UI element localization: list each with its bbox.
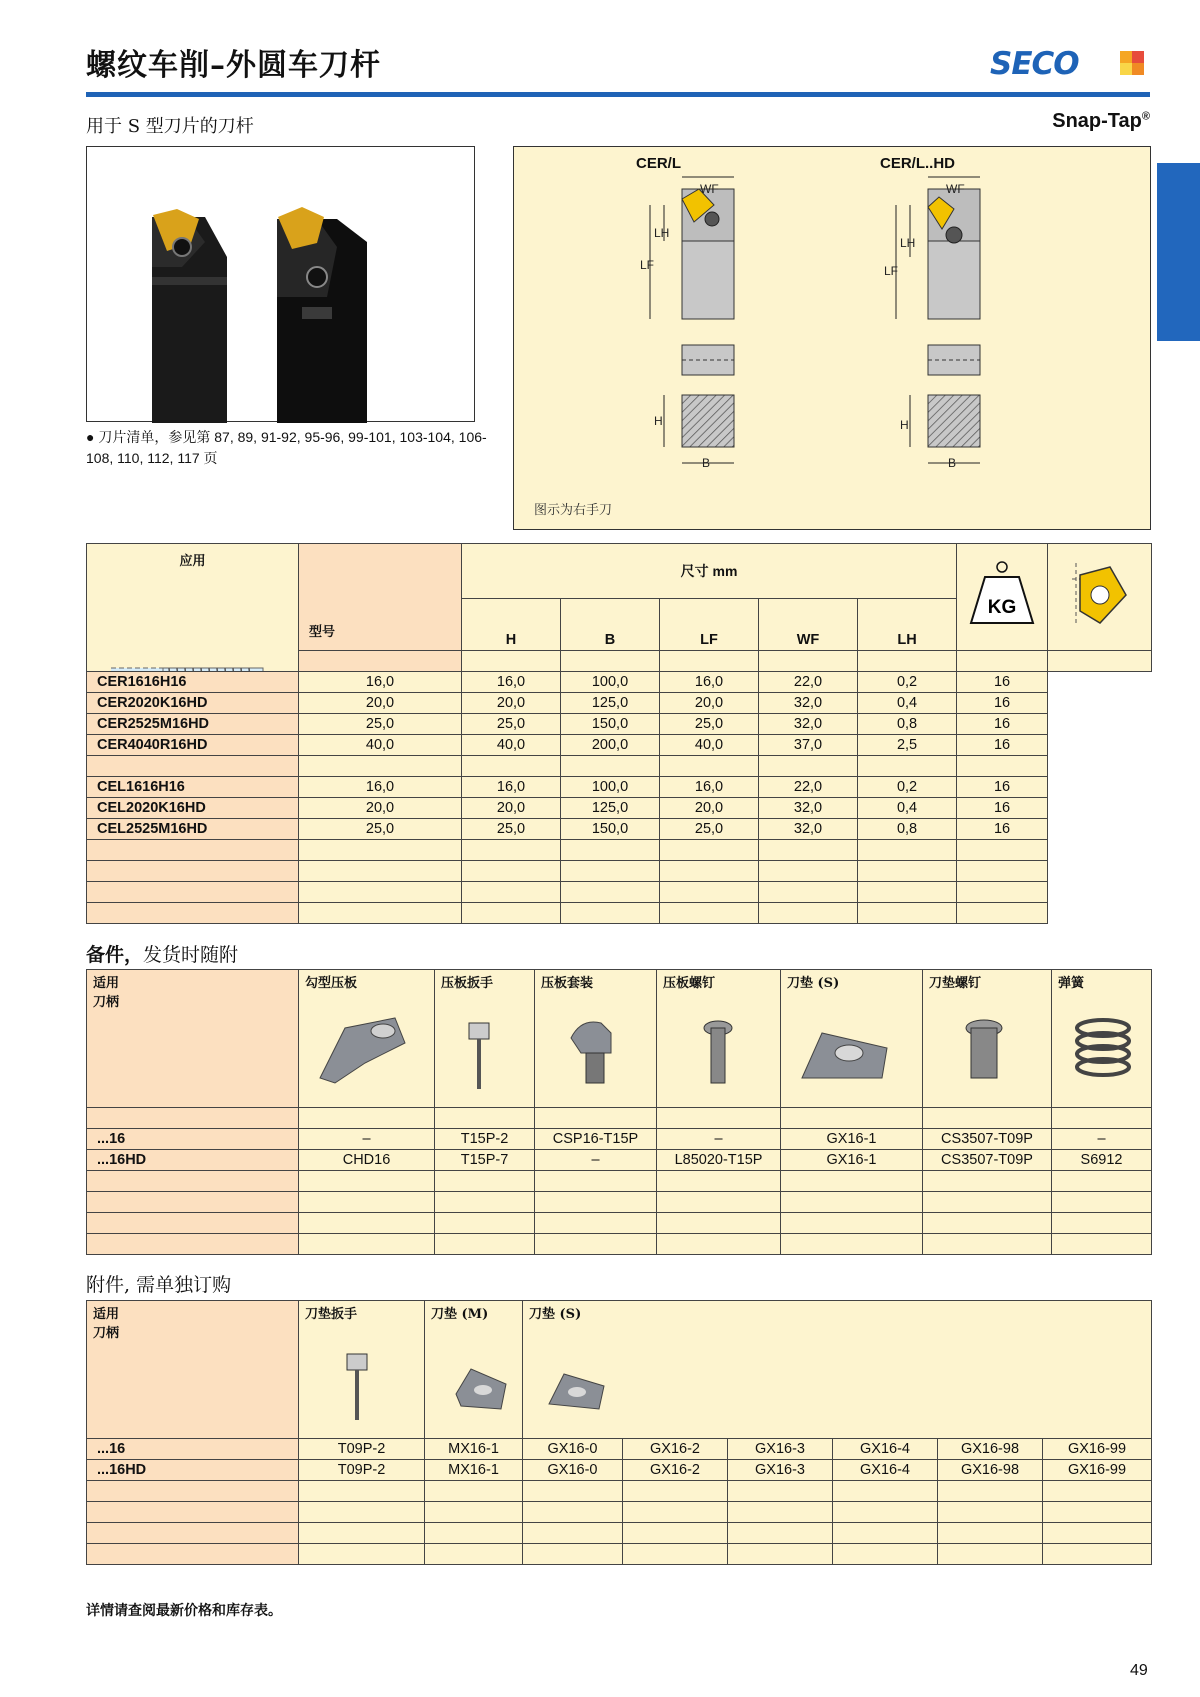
wf-label-left: WF [700, 182, 719, 196]
spares-col-clamp [299, 970, 435, 1108]
h-label-right: H [900, 418, 909, 432]
col-h: H [462, 599, 561, 651]
table-cell: GX16-3 [728, 1439, 833, 1460]
registered-mark: ® [1141, 110, 1150, 123]
shim-key-label: 刀垫扳手 [305, 1307, 358, 1322]
model-header: 型号 [299, 544, 462, 651]
col-wf: WF [759, 599, 858, 651]
bullet: ● [86, 429, 99, 445]
table-cell: 40,0 [660, 735, 759, 756]
table-row [87, 693, 1152, 714]
table-cell: 32,0 [759, 798, 858, 819]
col-lh: LH [858, 599, 957, 651]
table-cell: T15P-2 [435, 1129, 535, 1150]
h-label-left: H [654, 414, 663, 428]
wf-label-right: WF [946, 182, 965, 196]
table-cell: CHD16 [299, 1150, 435, 1171]
clamp-set-label: 压板套装 [541, 976, 594, 991]
table-cell: 16 [957, 777, 1048, 798]
shim-m-icon [431, 1324, 521, 1424]
table-cell: – [535, 1150, 657, 1171]
spares-col-clamp-screw [657, 970, 781, 1108]
table-cell: 100,0 [561, 672, 660, 693]
table-cell: S6912 [1052, 1150, 1152, 1171]
table-cell: T09P-2 [299, 1460, 425, 1481]
shim-label: 刀垫 (S) [787, 976, 840, 991]
b-label-left: B [702, 456, 711, 470]
table-cell: 20,0 [299, 693, 462, 714]
holder-drawings-icon [514, 147, 1152, 531]
row-code: CER2525M16HD [87, 714, 299, 735]
shim-s-label: 刀垫 (S) [529, 1307, 582, 1322]
table-cell: CSP16-T15P [535, 1129, 657, 1150]
table-cell: 16 [957, 672, 1048, 693]
row-code: ...16 [87, 1129, 299, 1150]
row-code: ...16HD [87, 1460, 299, 1481]
row-code: CER2020K16HD [87, 693, 299, 714]
side-tab [1157, 163, 1200, 341]
b-label-right: B [948, 456, 957, 470]
table-cell: 16,0 [462, 672, 561, 693]
brand-label: Snap-Tap [1052, 110, 1142, 132]
table-cell: 16 [957, 693, 1048, 714]
shim-screw-label: 刀垫螺钉 [929, 976, 982, 991]
footer-note: 详情请查阅最新价格和库存表。 [86, 1603, 282, 1619]
table-cell: 150,0 [561, 819, 660, 840]
table-cell: 0,4 [858, 798, 957, 819]
table-cell: 100,0 [561, 777, 660, 798]
acc-col-shim-s [523, 1301, 1152, 1439]
table-cell: 16,0 [299, 777, 462, 798]
insert-list-note [86, 427, 506, 469]
table-cell: 150,0 [561, 714, 660, 735]
table-cell: CS3507-T09P [923, 1129, 1052, 1150]
lh-label-left: LH [654, 226, 670, 240]
clamp-label: 勾型压板 [305, 976, 358, 991]
table-row [87, 672, 1152, 693]
table-cell: GX16-2 [623, 1439, 728, 1460]
clamp-screw-label: 压板螺钉 [663, 976, 716, 991]
table-cell: GX16-2 [623, 1460, 728, 1481]
spares-heading [86, 940, 238, 967]
application-cell [87, 544, 299, 672]
table-cell: 20,0 [660, 693, 759, 714]
weight-header [957, 544, 1048, 651]
col-lf: LF [660, 599, 759, 651]
dimension-diagram [513, 146, 1151, 530]
clamp-key-label: 压板扳手 [441, 976, 494, 991]
application-label: 应用 [179, 554, 206, 569]
spacer-row [87, 756, 1152, 777]
acc-col-shim-m [425, 1301, 523, 1439]
table-cell: 20,0 [462, 798, 561, 819]
spares-col-spring [1052, 970, 1152, 1108]
seco-logo [990, 46, 1145, 80]
row-code: ...16HD [87, 1150, 299, 1171]
table-row [87, 714, 1152, 735]
left-hand-rows [87, 777, 1152, 840]
wrench-icon [441, 993, 521, 1093]
table-row [87, 798, 1152, 819]
table-cell: 22,0 [759, 672, 858, 693]
row-code: CER1616H16 [87, 672, 299, 693]
accessories-table [86, 1300, 1152, 1565]
application-threading-icon [93, 656, 293, 672]
table-cell: 16 [957, 714, 1048, 735]
accessories-rows [87, 1439, 1152, 1481]
screw-icon [663, 993, 763, 1093]
dimensions-header: 尺寸 mm [462, 544, 957, 599]
table-cell: 32,0 [759, 819, 858, 840]
row-code: CER4040R16HD [87, 735, 299, 756]
spares-col-shim-screw [923, 970, 1052, 1108]
table-cell: 16,0 [660, 777, 759, 798]
table-cell: 32,0 [759, 714, 858, 735]
table-row [87, 1439, 1152, 1460]
table-cell: GX16-0 [523, 1460, 623, 1481]
table-cell: 16 [957, 819, 1048, 840]
row-code: CEL2525M16HD [87, 819, 299, 840]
table-cell: 25,0 [660, 714, 759, 735]
table-row [87, 1129, 1152, 1150]
table-cell: T15P-7 [435, 1150, 535, 1171]
table-cell: 0,8 [858, 819, 957, 840]
table-cell: 125,0 [561, 693, 660, 714]
spares-table [86, 969, 1152, 1255]
table-cell: – [1052, 1129, 1152, 1150]
table-cell: 125,0 [561, 798, 660, 819]
kg-label: KG [987, 597, 1017, 618]
table-cell: 200,0 [561, 735, 660, 756]
table-cell: – [299, 1129, 435, 1150]
col-b: B [561, 599, 660, 651]
table-cell: 32,0 [759, 693, 858, 714]
spares-rows [87, 1129, 1152, 1171]
table-cell: GX16-0 [523, 1439, 623, 1460]
table-cell: 0,2 [858, 777, 957, 798]
table-cell: 16 [957, 798, 1048, 819]
table-cell: 25,0 [462, 714, 561, 735]
table-cell: 25,0 [299, 819, 462, 840]
page-number: 49 [1130, 1662, 1148, 1679]
table-cell: GX16-98 [938, 1460, 1043, 1481]
table-cell: 25,0 [660, 819, 759, 840]
page-title: 螺纹车削–外圆车刀杆 [86, 48, 381, 83]
spring-icon [1058, 993, 1148, 1093]
table-cell: 25,0 [462, 819, 561, 840]
table-cell: L85020-T15P [657, 1150, 781, 1171]
dimension-table [86, 543, 1152, 924]
header-rule [86, 92, 1150, 97]
table-cell: 40,0 [299, 735, 462, 756]
table-cell: MX16-1 [425, 1460, 523, 1481]
toolholder-photo-icon [87, 147, 476, 423]
logo-text: SECO [990, 46, 1079, 82]
shim-icon [787, 993, 907, 1093]
spares-col-shim [781, 970, 923, 1108]
acc-col-shim-key [299, 1301, 425, 1439]
table-cell: MX16-1 [425, 1439, 523, 1460]
right-hand-rows [87, 672, 1152, 756]
table-cell: 22,0 [759, 777, 858, 798]
table-cell: GX16-99 [1043, 1439, 1152, 1460]
accessories-heading: 附件, 需单独订购 [86, 1274, 232, 1296]
insert-note-text: 刀片清单，参见第 87, 89, 91-92, 95-96, 99-101, 103-104, 106-108, 110, 112, 117 页 [86, 429, 487, 466]
table-cell: 0,8 [858, 714, 957, 735]
spares-holder-label: 适用 刀柄 [87, 970, 299, 1108]
spares-heading-rest: 发货时随附 [143, 944, 239, 966]
brand-name [1052, 110, 1150, 133]
lh-label-right: LH [900, 236, 916, 250]
table-cell: CS3507-T09P [923, 1150, 1052, 1171]
table-cell: 16,0 [462, 777, 561, 798]
table-row [87, 1150, 1152, 1171]
table-row [87, 735, 1152, 756]
table-cell: 16,0 [660, 672, 759, 693]
spares-heading-bold: 备件， [86, 944, 144, 966]
product-photo [86, 146, 475, 422]
table-cell: 2,5 [858, 735, 957, 756]
table-cell: 0,2 [858, 672, 957, 693]
row-code: CEL1616H16 [87, 777, 299, 798]
table-cell: 0,4 [858, 693, 957, 714]
table-cell: T09P-2 [299, 1439, 425, 1460]
row-code: ...16 [87, 1439, 299, 1460]
spares-col-clamp-key [435, 970, 535, 1108]
shim-screw-icon [929, 993, 1039, 1093]
table-cell: 20,0 [660, 798, 759, 819]
subtitle: 用于 S 型刀片的刀杆 [86, 116, 254, 137]
table-cell: GX16-3 [728, 1460, 833, 1481]
diagram-right-title: CER/L..HD [880, 155, 955, 172]
table-cell: GX16-99 [1043, 1460, 1152, 1481]
table-cell: GX16-4 [833, 1460, 938, 1481]
diagram-left-title: CER/L [636, 155, 681, 172]
spring-label: 弹簧 [1058, 976, 1085, 991]
table-cell: 20,0 [462, 693, 561, 714]
acc-holder-label: 适用 刀柄 [87, 1301, 299, 1439]
table-cell: GX16-1 [781, 1129, 923, 1150]
clamp-icon [305, 993, 415, 1093]
table-cell: GX16-4 [833, 1439, 938, 1460]
table-cell: 16,0 [299, 672, 462, 693]
table-row [87, 819, 1152, 840]
shim-key-icon [305, 1324, 405, 1424]
table-cell: 25,0 [299, 714, 462, 735]
table-cell: GX16-1 [781, 1150, 923, 1171]
lf-label-left: LF [640, 258, 655, 272]
clamp-set-icon [541, 993, 641, 1093]
table-cell: 37,0 [759, 735, 858, 756]
weight-kg-icon [967, 559, 1037, 629]
table-cell: – [657, 1129, 781, 1150]
lf-label-right: LF [884, 264, 899, 278]
logo-mark-icon [1120, 51, 1144, 75]
spares-col-clamp-set [535, 970, 657, 1108]
table-cell: GX16-98 [938, 1439, 1043, 1460]
table-row [87, 1460, 1152, 1481]
insert-shape-icon [1070, 559, 1130, 629]
shim-m-label: 刀垫 (M) [431, 1307, 489, 1322]
insert-header [1048, 544, 1152, 651]
table-row [87, 777, 1152, 798]
table-cell: 16 [957, 735, 1048, 756]
shim-s-icon [529, 1324, 629, 1424]
diagram-caption: 图示为右手刀 [534, 503, 613, 518]
table-cell: 20,0 [299, 798, 462, 819]
table-cell: 40,0 [462, 735, 561, 756]
row-code: CEL2020K16HD [87, 798, 299, 819]
